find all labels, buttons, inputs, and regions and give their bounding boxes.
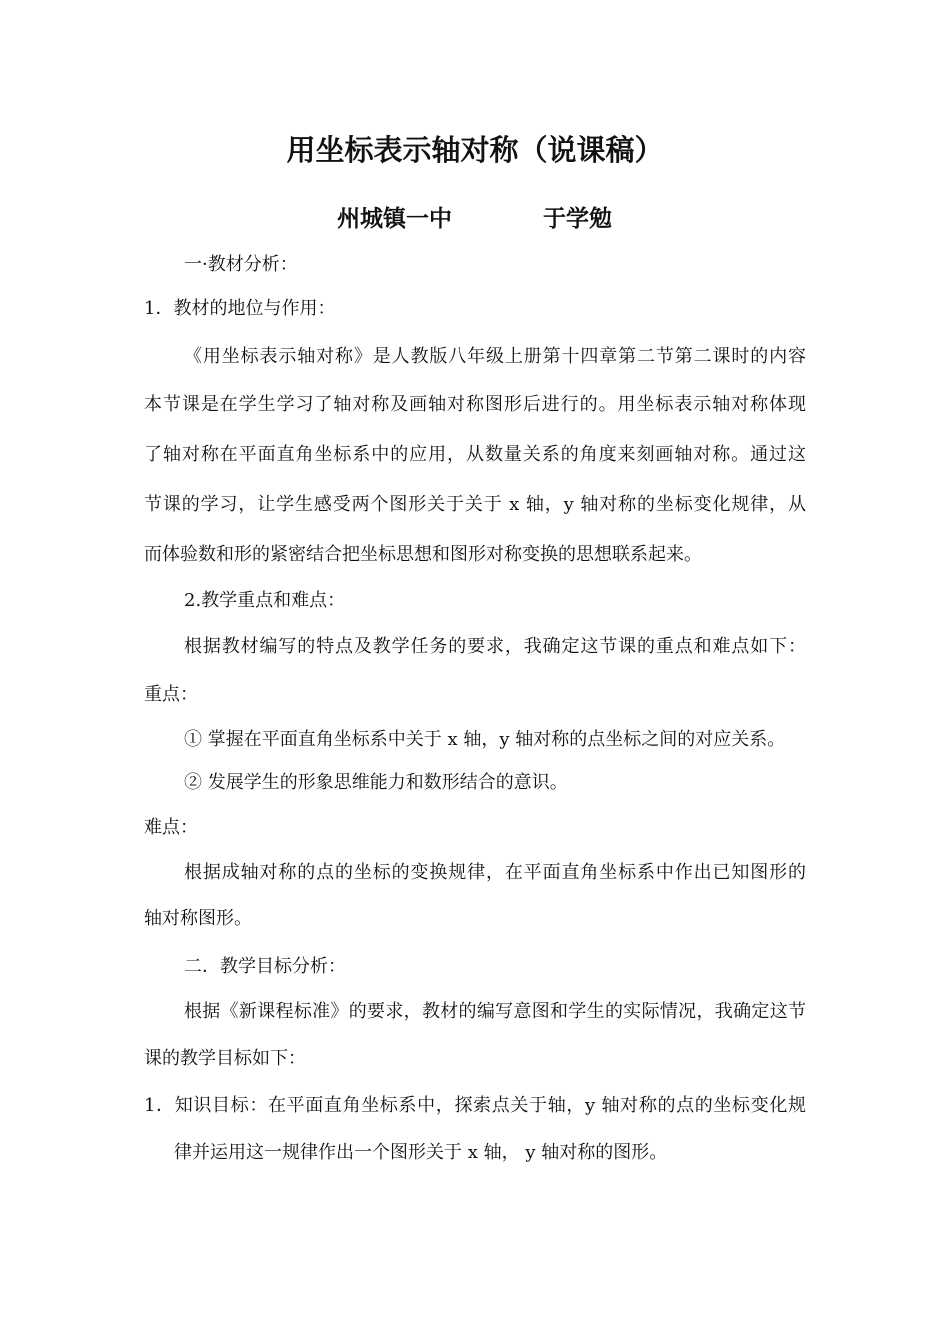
school-name: 州城镇一中 bbox=[337, 206, 452, 232]
paragraph-line: 本节课是在学生学习了轴对称及画轴对称图形后进行的。用坐标表示轴对称体现 bbox=[144, 394, 806, 415]
paragraph-line: 而体验数和形的紧密结合把坐标思想和图形对称变换的思想联系起来。 bbox=[144, 544, 702, 565]
list-item: 1．知识目标：在平面直角坐标系中，探索点关于轴，y 轴对称的点的坐标变化规 bbox=[144, 1095, 806, 1116]
list-item-continuation: 律并运用这一规律作出一个图形关于 x 轴， y 轴对称的图形。 bbox=[174, 1142, 668, 1163]
section-heading-1: 一·教材分析： bbox=[184, 254, 298, 275]
paragraph-line: 轴对称图形。 bbox=[144, 908, 252, 929]
document-title: 用坐标表示轴对称（说课稿） bbox=[286, 133, 664, 167]
list-item: ② 发展学生的形象思维能力和数形结合的意识。 bbox=[184, 772, 568, 793]
paragraph-line: 根据成轴对称的点的坐标的变换规律，在平面直角坐标系中作出已知图形的 bbox=[184, 862, 806, 883]
label-key-points: 重点： bbox=[144, 684, 198, 705]
subsection-heading: 1．教材的地位与作用： bbox=[144, 298, 336, 319]
paragraph-line: 根据教材编写的特点及教学任务的要求，我确定这节课的重点和难点如下： bbox=[184, 636, 806, 657]
author-name: 于学勉 bbox=[543, 206, 612, 232]
subsection-heading: 2.教学重点和难点： bbox=[184, 590, 346, 611]
list-item: ① 掌握在平面直角坐标系中关于 x 轴，y 轴对称的点坐标之间的对应关系。 bbox=[184, 729, 786, 750]
paragraph-line: 课的教学目标如下： bbox=[144, 1048, 306, 1069]
section-heading-2: 二．教学目标分析： bbox=[184, 956, 346, 977]
paragraph-line: 节课的学习，让学生感受两个图形关于关于 x 轴，y 轴对称的坐标变化规律，从 bbox=[144, 494, 806, 515]
label-difficulties: 难点： bbox=[144, 817, 198, 838]
paragraph-line: 了轴对称在平面直角坐标系中的应用，从数量关系的角度来刻画轴对称。通过这 bbox=[144, 444, 806, 465]
paragraph-line: 根据《新课程标准》的要求，教材的编写意图和学生的实际情况，我确定这节 bbox=[184, 1001, 806, 1022]
paragraph-line: 《用坐标表示轴对称》是人教版八年级上册第十四章第二节第二课时的内容 bbox=[184, 346, 806, 367]
